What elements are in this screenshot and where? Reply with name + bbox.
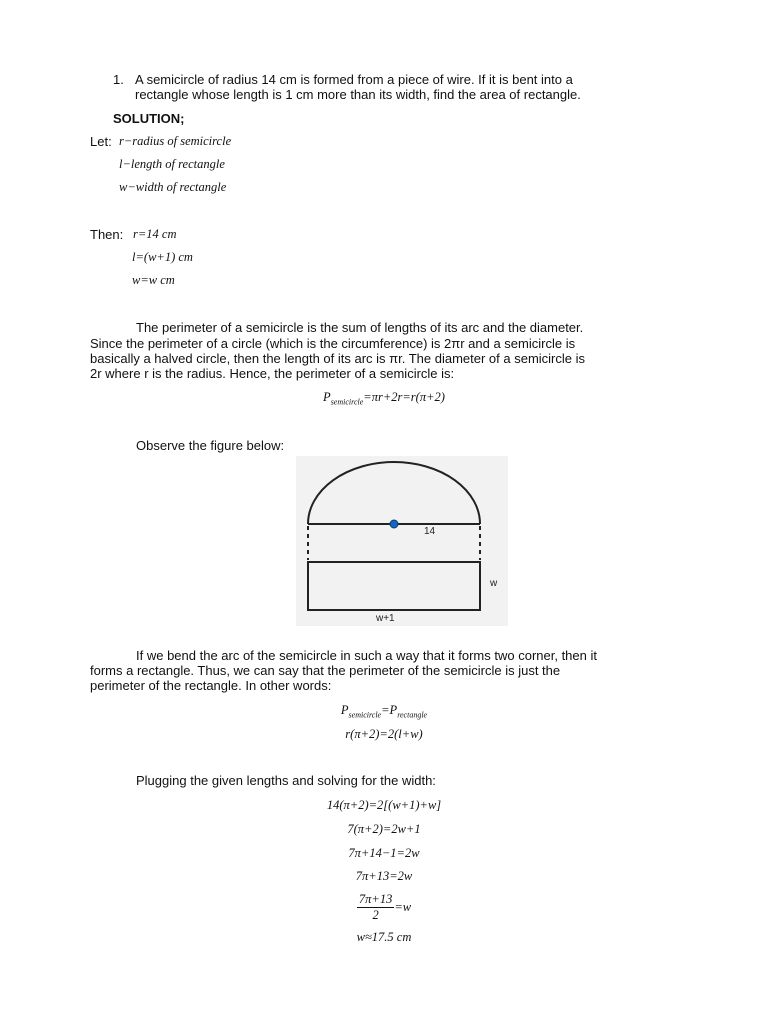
figure-background [296, 456, 508, 626]
plugging-text: Plugging the given lengths and solving for the width: [136, 773, 436, 788]
then-label: Then: [90, 227, 124, 242]
eq-sub-semicircle: semicircle [330, 397, 364, 407]
eq-sub1: semicircle [348, 710, 382, 720]
para2-line-2: forms a rectangle. Thus, we can say that the perimeter of the semicircle is just the [90, 663, 561, 678]
para1-line-2: Since the perimeter of a circle (which is the circumference) is 2πr and a semicircle is [90, 336, 576, 351]
step-6: w≈17.5 cm [356, 930, 412, 944]
step-3: 7π+14−1=2w [348, 846, 420, 860]
step-5-fraction [357, 892, 394, 923]
step-2: 7(π+2)=2w+1 [347, 822, 421, 836]
center-dot [390, 520, 398, 528]
semicircle-rectangle-figure [296, 456, 508, 626]
then-w: w=w cm [132, 273, 175, 287]
para1-line-4: 2r where r is the radius. Hence, the perimeter of a semicircle is: [90, 366, 455, 381]
step-1: 14(π+2)=2[(w+1)+w] [326, 798, 442, 812]
let-label: Let: [90, 134, 112, 149]
step-5-numerator: 7π+13 [358, 892, 393, 906]
let-w: w−width of rectangle [119, 180, 227, 194]
then-l: l=(w+1) cm [132, 250, 193, 264]
length-label: w+1 [376, 613, 395, 624]
eq-p1: P [340, 703, 349, 717]
step-4: 7π+13=2w [355, 869, 413, 883]
width-label: w [490, 578, 498, 589]
step-5-denominator: 2 [372, 908, 379, 922]
eq-mid: =P [381, 703, 398, 717]
problem-line-1: A semicircle of radius 14 cm is formed from a piece of wire. If it is bent into a [135, 72, 573, 87]
para2-line-3: perimeter of the rectangle. In other words: [90, 678, 332, 693]
step-5 [0, 892, 768, 923]
solution-label: SOLUTION; [113, 111, 185, 126]
problem-number: 1. [113, 72, 124, 87]
equation-equal-perimeters [0, 703, 768, 720]
eq-sub2: rectangle [397, 710, 428, 720]
eq-rest: =πr+2r=r(π+2) [363, 390, 445, 404]
observe-text: Observe the figure below: [136, 438, 285, 453]
let-r: r−radius of semicircle [119, 134, 232, 148]
eq-p: P [323, 390, 331, 404]
problem-line-2: rectangle whose length is 1 cm more than its width, find the area of rectangle. [135, 87, 581, 102]
then-r: r=14 cm [133, 227, 177, 241]
para1-line-3: basically a halved circle, then the length of its arc is πr. The diameter of a semicircle is [90, 351, 586, 366]
para2-line-1: If we bend the arc of the semicircle in such a way that it forms two corner, then it [136, 648, 597, 663]
equation-r-pi: r(π+2)=2(l+w) [345, 727, 423, 741]
let-l: l−length of rectangle [119, 157, 225, 171]
diameter-label: 14 [424, 526, 436, 537]
step-5-rhs: =w [394, 900, 412, 914]
para1-line-1: The perimeter of a semicircle is the sum of lengths of its arc and the diameter. [136, 320, 584, 335]
equation-perimeter [0, 390, 768, 407]
